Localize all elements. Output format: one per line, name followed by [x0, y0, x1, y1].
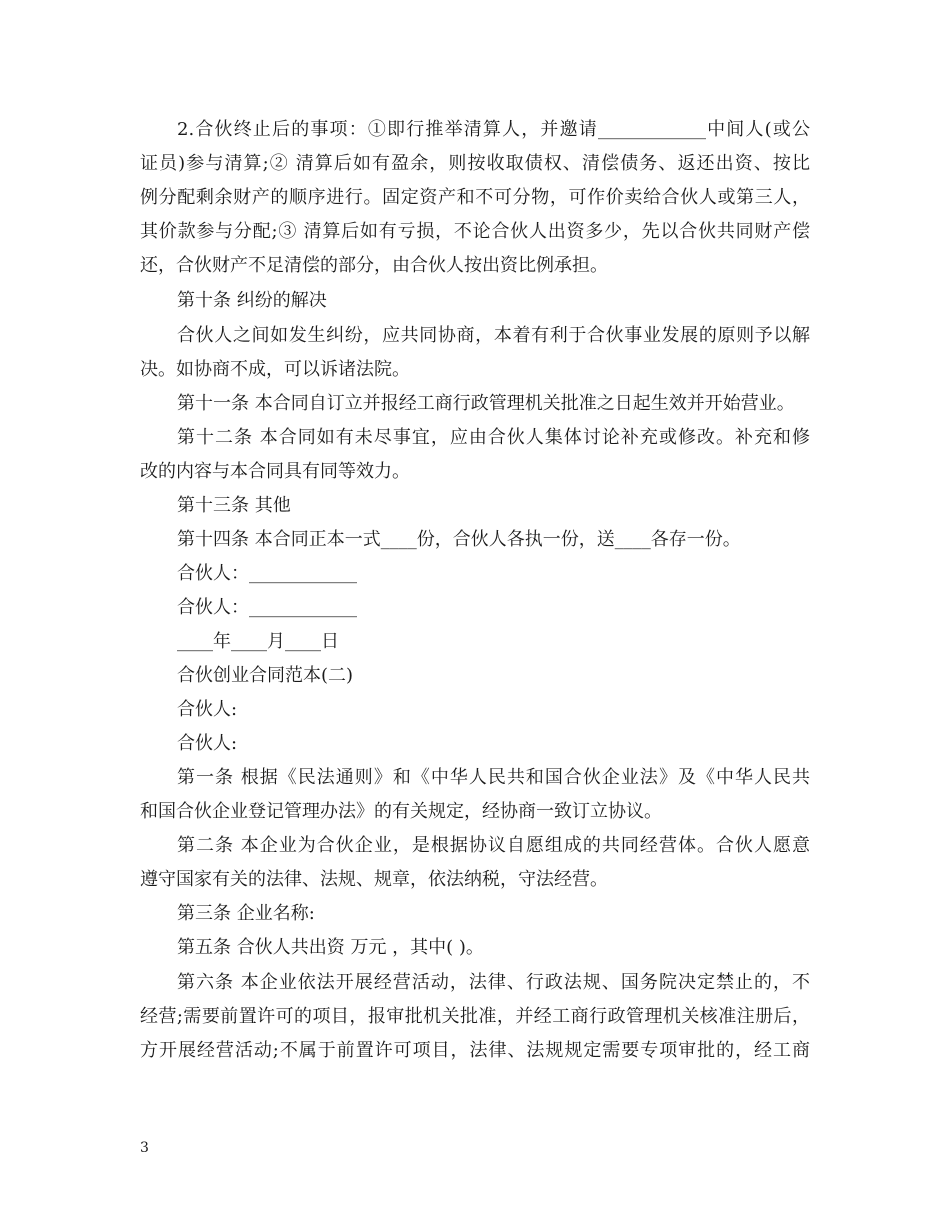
date-line: ____年____月____日: [177, 631, 339, 652]
page-number: 3: [140, 1140, 149, 1156]
section-heading: 第十三条 其他: [177, 495, 291, 516]
text-line: 第十二条 本合同如有未尽事宜，应由合伙人集体讨论补充或修改。补充和修: [177, 427, 810, 448]
text-line: 第六条 本企业依法开展经营活动，法律、行政法规、国务院决定禁止的，不: [177, 972, 810, 993]
party-line: 合伙人:: [177, 699, 238, 720]
text-line: 其价款参与分配;③ 清算后如有亏损，不论合伙人出资多少，先以合伙共同财产偿: [140, 221, 810, 242]
text-line: 决。如协商不成，可以诉诸法院。: [140, 359, 410, 380]
text-line: 2.合伙终止后的事项：①即行推举清算人，并邀请____________中间人(或公: [177, 119, 810, 140]
text-line: 合伙人之间如发生纠纷，应共同协商，本着有利于合伙事业发展的原则予以解: [177, 325, 810, 346]
text-line: 第一条 根据《民法通则》和《中华人民共和国合伙企业法》及《中华人民共: [177, 767, 810, 788]
text-line: 还，合伙财产不足清偿的部分，由合伙人按出资比例承担。: [140, 255, 608, 276]
text-line: 遵守国家有关的法律、法规、规章，依法纳税，守法经营。: [140, 869, 608, 890]
text-line: 例分配剩余财产的顺序进行。固定资产和不可分物，可作价卖给合伙人或第三人，: [140, 187, 810, 208]
text-line: 第五条 合伙人共出资 万元 ，其中( )。: [177, 937, 484, 958]
text-line: 第十四条 本合同正本一式____份，合伙人各执一份，送____各存一份。: [177, 529, 741, 550]
section-heading: 第三条 企业名称:: [177, 903, 315, 924]
party-line: 合伙人:: [177, 733, 238, 754]
text-line: 改的内容与本合同具有同等效力。: [140, 461, 410, 482]
text-line: 第二条 本企业为合伙企业，是根据协议自愿组成的共同经营体。合伙人愿意: [177, 835, 810, 856]
section-heading: 第十条 纠纷的解决: [177, 290, 327, 311]
text-line: 第十一条 本合同自订立并报经工商行政管理机关批准之日起生效并开始营业。: [177, 393, 795, 414]
signature-line: 合伙人：____________: [177, 597, 357, 618]
text-line: 经营;需要前置许可的项目，报审批机关批准，并经工商行政管理机关核准注册后，: [140, 1006, 810, 1027]
document-title: 合伙创业合同范本(二): [177, 665, 354, 686]
signature-line: 合伙人：____________: [177, 563, 357, 584]
text-line: 方开展经营活动;不属于前置许可项目，法律、法规规定需要专项审批的，经工商: [140, 1040, 810, 1061]
text-line: 证员)参与清算;② 清算后如有盈余，则按收取债权、清偿债务、返还出资、按比: [140, 153, 810, 174]
text-line: 和国合伙企业登记管理办法》的有关规定，经协商一致订立协议。: [140, 801, 662, 822]
